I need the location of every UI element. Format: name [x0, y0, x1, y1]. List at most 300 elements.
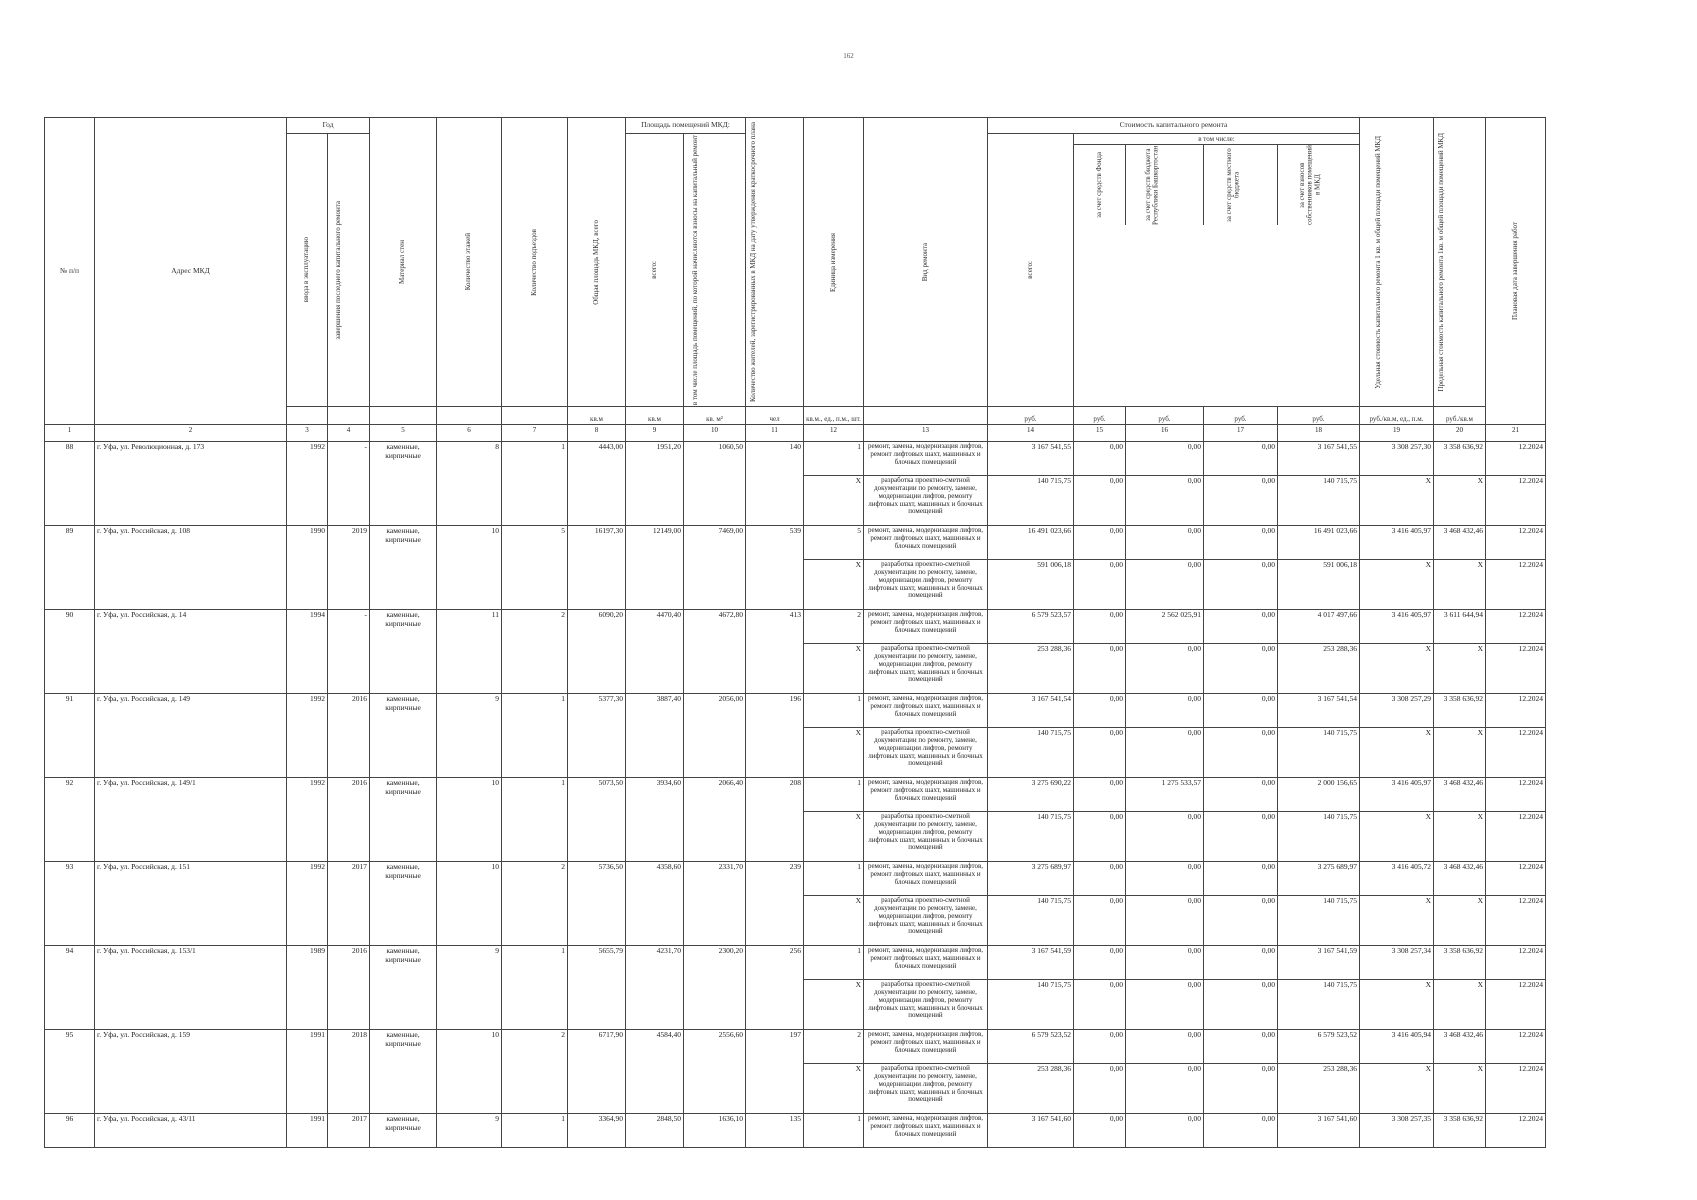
row-total-area: 6090,20: [568, 610, 626, 694]
row-total-area: 3364,90: [568, 1114, 626, 1148]
row-number: 92: [45, 778, 95, 862]
work-cost-owners: 591 006,18: [1278, 560, 1360, 610]
row-address: г. Уфа, ул. Российская, д. 43/11: [95, 1114, 287, 1148]
row-residents: 208: [746, 778, 804, 862]
row-total-area: 5377,30: [568, 694, 626, 778]
work-type: разработка проектно-сметной документации по ремонту, замене, модернизации лифтов, ремонту лифтовых шахт, машинных и блочных помещений: [864, 560, 988, 610]
unit-area-all: кв.м: [626, 407, 684, 425]
header-floors: Количество этажей: [437, 118, 502, 407]
row-floors: 8: [437, 442, 502, 526]
work-cost-local: 0,00: [1204, 1030, 1278, 1064]
work-cost-republic: 0,00: [1126, 476, 1204, 526]
work-cost-owners: 140 715,75: [1278, 896, 1360, 946]
table-row: [45, 610, 1546, 644]
unit-cost-total: руб.: [988, 407, 1074, 425]
work-deadline: 12.2024: [1486, 778, 1546, 812]
work-max-cost: X: [1434, 728, 1486, 778]
work-cost-republic: 0,00: [1126, 980, 1204, 1030]
work-cost-republic: 0,00: [1126, 644, 1204, 694]
row-floors: 11: [437, 610, 502, 694]
work-quantity: X: [804, 980, 864, 1030]
work-cost-fund: 0,00: [1074, 1064, 1126, 1114]
work-max-cost: 3 611 644,94: [1434, 610, 1486, 644]
unit-cost-fund: руб.: [1074, 407, 1126, 425]
work-cost-republic: 1 275 533,57: [1126, 778, 1204, 812]
row-residents: 413: [746, 610, 804, 694]
work-cost-owners: 3 167 541,60: [1278, 1114, 1360, 1148]
work-max-cost: X: [1434, 476, 1486, 526]
work-cost-total: 3 167 541,59: [988, 946, 1074, 980]
work-deadline: 12.2024: [1486, 1064, 1546, 1114]
row-address: г. Уфа, ул. Российская, д. 149/1: [95, 778, 287, 862]
row-area-residential: 1636,10: [684, 1114, 746, 1148]
row-entrances: 1: [502, 694, 568, 778]
row-residents: 140: [746, 442, 804, 526]
work-cost-total: 140 715,75: [988, 980, 1074, 1030]
work-cost-total: 140 715,75: [988, 476, 1074, 526]
unit-area-residential: кв. м²: [684, 407, 746, 425]
work-cost-local: 0,00: [1204, 896, 1278, 946]
unit-cost-owners: руб.: [1278, 407, 1360, 425]
work-cost-owners: 253 288,36: [1278, 1064, 1360, 1114]
work-type: разработка проектно-сметной документации по ремонту, замене, модернизации лифтов, ремонту лифтовых шахт, машинных и блочных помещений: [864, 644, 988, 694]
work-unit-cost: X: [1360, 980, 1434, 1030]
work-type: ремонт, замена, модернизация лифтов, ремонт лифтовых шахт, машинных и блочных помещений: [864, 610, 988, 644]
column-number: 9: [626, 425, 684, 442]
row-entrances: 1: [502, 778, 568, 862]
work-cost-local: 0,00: [1204, 442, 1278, 476]
work-cost-fund: 0,00: [1074, 1114, 1126, 1148]
work-cost-total: 3 275 690,22: [988, 778, 1074, 812]
work-unit-cost: X: [1360, 644, 1434, 694]
work-cost-total: 3 275 689,97: [988, 862, 1074, 896]
work-deadline: 12.2024: [1486, 526, 1546, 560]
column-number: 18: [1278, 425, 1360, 442]
work-max-cost: X: [1434, 560, 1486, 610]
work-quantity: X: [804, 644, 864, 694]
table-row: [45, 946, 1546, 980]
column-number: 19: [1360, 425, 1434, 442]
row-wall-material: каменные, кирпичные: [370, 610, 437, 694]
header-cost-republic: за счет средств бюджета Республики Башкортостан: [1126, 145, 1204, 225]
row-year-last-repair: 2016: [328, 694, 370, 778]
work-type: ремонт, замена, модернизация лифтов, ремонт лифтовых шахт, машинных и блочных помещений: [864, 1114, 988, 1148]
unit-residents: чел: [746, 407, 804, 425]
work-cost-owners: 140 715,75: [1278, 980, 1360, 1030]
row-entrances: 2: [502, 610, 568, 694]
work-cost-republic: 0,00: [1126, 728, 1204, 778]
work-type: разработка проектно-сметной документации по ремонту, замене, модернизации лифтов, ремонту лифтовых шахт, машинных и блочных помещений: [864, 980, 988, 1030]
column-number: 14: [988, 425, 1074, 442]
row-floors: 10: [437, 862, 502, 946]
row-number: 90: [45, 610, 95, 694]
work-cost-owners: 2 000 156,65: [1278, 778, 1360, 812]
work-unit-cost: X: [1360, 896, 1434, 946]
header-area-residential: в том числе площадь помещений, по которой начисляются взносы на капитальный ремонт: [684, 134, 746, 407]
work-unit-cost: 3 416 405,97: [1360, 778, 1434, 812]
work-max-cost: 3 358 636,92: [1434, 694, 1486, 728]
work-unit-cost: X: [1360, 812, 1434, 862]
header-cost-breakdown: [1074, 134, 1360, 407]
table-row: [45, 1114, 1546, 1148]
row-residents: 196: [746, 694, 804, 778]
row-year-commission: 1990: [287, 526, 328, 610]
unit-total-area: кв.м: [568, 407, 626, 425]
work-deadline: 12.2024: [1486, 728, 1546, 778]
row-address: г. Уфа, ул. Российская, д. 153/1: [95, 946, 287, 1030]
column-number: 17: [1204, 425, 1278, 442]
work-cost-fund: 0,00: [1074, 896, 1126, 946]
header-unit: Единица измерения: [804, 118, 864, 407]
work-type: ремонт, замена, модернизация лифтов, ремонт лифтовых шахт, машинных и блочных помещений: [864, 442, 988, 476]
work-max-cost: 3 358 636,92: [1434, 946, 1486, 980]
row-total-area: 5655,79: [568, 946, 626, 1030]
work-quantity: 1: [804, 946, 864, 980]
row-floors: 9: [437, 946, 502, 1030]
row-floors: 10: [437, 778, 502, 862]
work-deadline: 12.2024: [1486, 812, 1546, 862]
row-entrances: 1: [502, 1114, 568, 1148]
row-area-residential: 2556,60: [684, 1030, 746, 1114]
row-area-residential: 2056,00: [684, 694, 746, 778]
work-cost-total: 253 288,36: [988, 1064, 1074, 1114]
row-wall-material: каменные, кирпичные: [370, 862, 437, 946]
work-quantity: 1: [804, 694, 864, 728]
work-cost-total: 3 167 541,55: [988, 442, 1074, 476]
work-deadline: 12.2024: [1486, 476, 1546, 526]
row-wall-material: каменные, кирпичные: [370, 946, 437, 1030]
work-quantity: X: [804, 896, 864, 946]
work-cost-owners: 3 167 541,55: [1278, 442, 1360, 476]
work-unit-cost: 3 416 405,97: [1360, 610, 1434, 644]
row-residents: 135: [746, 1114, 804, 1148]
row-number: 91: [45, 694, 95, 778]
row-year-last-repair: -: [328, 442, 370, 526]
work-type: разработка проектно-сметной документации по ремонту, замене, модернизации лифтов, ремонту лифтовых шахт, машинных и блочных помещений: [864, 476, 988, 526]
row-address: г. Уфа, ул. Российская, д. 151: [95, 862, 287, 946]
work-unit-cost: X: [1360, 728, 1434, 778]
work-cost-local: 0,00: [1204, 980, 1278, 1030]
header-deadline: Плановая дата завершения работ: [1486, 118, 1546, 425]
work-type: ремонт, замена, модернизация лифтов, ремонт лифтовых шахт, машинных и блочных помещений: [864, 694, 988, 728]
work-cost-total: 140 715,75: [988, 812, 1074, 862]
row-area-residential: 2331,70: [684, 862, 746, 946]
work-cost-republic: 0,00: [1126, 1114, 1204, 1148]
work-cost-owners: 3 167 541,59: [1278, 946, 1360, 980]
work-type: ремонт, замена, модернизация лифтов, ремонт лифтовых шахт, машинных и блочных помещений: [864, 946, 988, 980]
row-area-all: 12149,00: [626, 526, 684, 610]
row-address: г. Уфа, ул. Российская, д. 108: [95, 526, 287, 610]
work-cost-owners: 4 017 497,66: [1278, 610, 1360, 644]
work-cost-fund: 0,00: [1074, 644, 1126, 694]
row-year-last-repair: 2017: [328, 862, 370, 946]
work-unit-cost: X: [1360, 476, 1434, 526]
header-year-group: Год: [287, 118, 370, 134]
header-max-cost: Предельная стоимость капитального ремонта 1кв. м общей площади помещений МКД: [1434, 118, 1486, 407]
column-number: 4: [328, 425, 370, 442]
work-quantity: 2: [804, 1030, 864, 1064]
row-area-residential: 2300,20: [684, 946, 746, 1030]
column-number: 12: [804, 425, 864, 442]
work-cost-fund: 0,00: [1074, 560, 1126, 610]
row-year-commission: 1992: [287, 862, 328, 946]
row-total-area: 4443,00: [568, 442, 626, 526]
work-deadline: 12.2024: [1486, 1114, 1546, 1148]
row-residents: 539: [746, 526, 804, 610]
work-type: разработка проектно-сметной документации по ремонту, замене, модернизации лифтов, ремонту лифтовых шахт, машинных и блочных помещений: [864, 812, 988, 862]
table-row: [45, 442, 1546, 476]
work-cost-total: 140 715,75: [988, 728, 1074, 778]
work-max-cost: X: [1434, 812, 1486, 862]
row-wall-material: каменные, кирпичные: [370, 1114, 437, 1148]
row-residents: 256: [746, 946, 804, 1030]
work-cost-total: 3 167 541,60: [988, 1114, 1074, 1148]
work-unit-cost: 3 308 257,35: [1360, 1114, 1434, 1148]
work-quantity: X: [804, 476, 864, 526]
work-unit-cost: X: [1360, 560, 1434, 610]
row-year-last-repair: 2016: [328, 946, 370, 1030]
work-cost-total: 16 491 023,66: [988, 526, 1074, 560]
work-cost-total: 6 579 523,52: [988, 1030, 1074, 1064]
work-quantity: X: [804, 560, 864, 610]
row-area-all: 2848,50: [626, 1114, 684, 1148]
work-cost-fund: 0,00: [1074, 778, 1126, 812]
work-max-cost: 3 468 432,46: [1434, 778, 1486, 812]
work-cost-fund: 0,00: [1074, 610, 1126, 644]
work-max-cost: 3 468 432,46: [1434, 1030, 1486, 1064]
table-body: [45, 442, 1546, 1148]
work-cost-total: 3 167 541,54: [988, 694, 1074, 728]
work-cost-owners: 3 275 689,97: [1278, 862, 1360, 896]
column-number: 7: [502, 425, 568, 442]
work-cost-local: 0,00: [1204, 526, 1278, 560]
work-max-cost: 3 358 636,92: [1434, 442, 1486, 476]
header-entrances: Количество подъездов: [502, 118, 568, 407]
work-max-cost: X: [1434, 980, 1486, 1030]
row-floors: 10: [437, 526, 502, 610]
work-cost-republic: 0,00: [1126, 526, 1204, 560]
work-deadline: 12.2024: [1486, 980, 1546, 1030]
work-quantity: 5: [804, 526, 864, 560]
row-area-residential: 4672,80: [684, 610, 746, 694]
header-year-last-repair: завершения последнего капитального ремонта: [328, 134, 370, 407]
work-quantity: 1: [804, 1114, 864, 1148]
row-wall-material: каменные, кирпичные: [370, 778, 437, 862]
table-row: [45, 526, 1546, 560]
header-num: № п/п: [45, 118, 95, 425]
row-wall-material: каменные, кирпичные: [370, 694, 437, 778]
work-deadline: 12.2024: [1486, 862, 1546, 896]
row-number: 96: [45, 1114, 95, 1148]
row-year-commission: 1992: [287, 694, 328, 778]
work-cost-fund: 0,00: [1074, 812, 1126, 862]
column-number: 16: [1126, 425, 1204, 442]
header-year-commission: ввода в эксплуатацию: [287, 134, 328, 407]
work-quantity: X: [804, 1064, 864, 1114]
work-cost-local: 0,00: [1204, 778, 1278, 812]
work-type: ремонт, замена, модернизация лифтов, ремонт лифтовых шахт, машинных и блочных помещений: [864, 862, 988, 896]
work-cost-fund: 0,00: [1074, 694, 1126, 728]
column-numbers-row: [45, 425, 1546, 442]
header-wall-material: Материал стен: [370, 118, 437, 407]
work-max-cost: X: [1434, 1064, 1486, 1114]
work-deadline: 12.2024: [1486, 610, 1546, 644]
header-unit-cost: Удельная стоимость капитального ремонта 1 кв. м общей площади помещений МКД: [1360, 118, 1434, 407]
work-type: разработка проектно-сметной документации по ремонту, замене, модернизации лифтов, ремонту лифтовых шахт, машинных и блочных помещений: [864, 896, 988, 946]
work-cost-total: 591 006,18: [988, 560, 1074, 610]
table-row: [45, 778, 1546, 812]
column-number: 1: [45, 425, 95, 442]
table-header: [45, 118, 1546, 442]
column-number: 10: [684, 425, 746, 442]
work-unit-cost: X: [1360, 1064, 1434, 1114]
row-number: 94: [45, 946, 95, 1030]
header-total-area: Общая площадь МКД, всего: [568, 118, 626, 407]
work-unit-cost: 3 416 405,97: [1360, 526, 1434, 560]
row-wall-material: каменные, кирпичные: [370, 526, 437, 610]
row-address: г. Уфа, ул. Российская, д. 14: [95, 610, 287, 694]
row-year-commission: 1991: [287, 1030, 328, 1114]
column-number: 15: [1074, 425, 1126, 442]
work-cost-fund: 0,00: [1074, 728, 1126, 778]
row-area-all: 4231,70: [626, 946, 684, 1030]
table-row: [45, 862, 1546, 896]
header-repair-type: Вид ремонта: [864, 118, 988, 407]
work-cost-local: 0,00: [1204, 610, 1278, 644]
work-cost-local: 0,00: [1204, 644, 1278, 694]
work-unit-cost: 3 416 405,72: [1360, 862, 1434, 896]
header-cost-fund: за счет средств Фонда: [1074, 145, 1126, 225]
work-deadline: 12.2024: [1486, 442, 1546, 476]
column-number: 8: [568, 425, 626, 442]
header-area-all: всего:: [626, 134, 684, 407]
row-number: 93: [45, 862, 95, 946]
row-entrances: 5: [502, 526, 568, 610]
row-area-all: 1951,20: [626, 442, 684, 526]
work-cost-fund: 0,00: [1074, 476, 1126, 526]
row-address: г. Уфа, ул. Российская, д. 149: [95, 694, 287, 778]
row-floors: 9: [437, 694, 502, 778]
work-cost-fund: 0,00: [1074, 1030, 1126, 1064]
unit-measure: кв.м., ед., п.м., шт.: [804, 407, 864, 425]
header-cost-owners: за счет взносов собственников помещений в МКД: [1297, 145, 1321, 226]
work-quantity: 2: [804, 610, 864, 644]
row-wall-material: каменные, кирпичные: [370, 1030, 437, 1114]
row-year-commission: 1989: [287, 946, 328, 1030]
header-incl: в том числе:: [1074, 134, 1359, 145]
work-cost-local: 0,00: [1204, 728, 1278, 778]
row-area-residential: 2066,40: [684, 778, 746, 862]
work-deadline: 12.2024: [1486, 644, 1546, 694]
work-unit-cost: 3 308 257,30: [1360, 442, 1434, 476]
row-area-all: 4358,60: [626, 862, 684, 946]
work-cost-republic: 2 562 025,91: [1126, 610, 1204, 644]
work-type: ремонт, замена, модернизация лифтов, ремонт лифтовых шахт, машинных и блочных помещений: [864, 1030, 988, 1064]
work-cost-republic: 0,00: [1126, 896, 1204, 946]
work-max-cost: X: [1434, 896, 1486, 946]
work-cost-fund: 0,00: [1074, 526, 1126, 560]
work-cost-local: 0,00: [1204, 946, 1278, 980]
work-cost-republic: 0,00: [1126, 442, 1204, 476]
header-residents: Количество жителей, зарегистрированных в МКД на дату утверждения краткосрочного плана: [746, 118, 804, 407]
column-number: 5: [370, 425, 437, 442]
work-cost-total: 140 715,75: [988, 896, 1074, 946]
row-year-last-repair: 2017: [328, 1114, 370, 1148]
work-quantity: 1: [804, 442, 864, 476]
row-total-area: 5736,50: [568, 862, 626, 946]
header-area-group: Площадь помещений МКД:: [626, 118, 746, 134]
row-year-last-repair: 2019: [328, 526, 370, 610]
work-cost-republic: 0,00: [1126, 694, 1204, 728]
work-cost-fund: 0,00: [1074, 862, 1126, 896]
work-cost-local: 0,00: [1204, 560, 1278, 610]
work-deadline: 12.2024: [1486, 1030, 1546, 1064]
work-max-cost: 3 468 432,46: [1434, 526, 1486, 560]
work-cost-fund: 0,00: [1074, 946, 1126, 980]
work-cost-owners: 140 715,75: [1278, 812, 1360, 862]
column-number: 21: [1486, 425, 1546, 442]
work-quantity: X: [804, 812, 864, 862]
work-type: разработка проектно-сметной документации по ремонту, замене, модернизации лифтов, ремонту лифтовых шахт, машинных и блочных помещений: [864, 1064, 988, 1114]
work-cost-total: 6 579 523,57: [988, 610, 1074, 644]
row-entrances: 1: [502, 946, 568, 1030]
header-cost-total: всего:: [988, 134, 1074, 407]
row-total-area: 16197,30: [568, 526, 626, 610]
table-row: [45, 1030, 1546, 1064]
work-cost-owners: 6 579 523,52: [1278, 1030, 1360, 1064]
row-year-commission: 1992: [287, 778, 328, 862]
work-type: ремонт, замена, модернизация лифтов, ремонт лифтовых шахт, машинных и блочных помещений: [864, 778, 988, 812]
unit-cost-local: руб.: [1204, 407, 1278, 425]
work-max-cost: 3 358 636,92: [1434, 1114, 1486, 1148]
work-cost-fund: 0,00: [1074, 442, 1126, 476]
work-cost-local: 0,00: [1204, 862, 1278, 896]
row-area-all: 3934,60: [626, 778, 684, 862]
work-unit-cost: 3 308 257,34: [1360, 946, 1434, 980]
row-entrances: 2: [502, 1030, 568, 1114]
work-cost-republic: 0,00: [1126, 1064, 1204, 1114]
work-cost-local: 0,00: [1204, 694, 1278, 728]
row-area-all: 4584,40: [626, 1030, 684, 1114]
row-total-area: 5073,50: [568, 778, 626, 862]
work-cost-owners: 16 491 023,66: [1278, 526, 1360, 560]
work-quantity: X: [804, 728, 864, 778]
work-cost-republic: 0,00: [1126, 946, 1204, 980]
work-quantity: 1: [804, 862, 864, 896]
row-area-all: 4470,40: [626, 610, 684, 694]
capital-repair-table: [44, 117, 1546, 1148]
row-floors: 10: [437, 1030, 502, 1114]
work-cost-owners: 140 715,75: [1278, 728, 1360, 778]
unit-max-cost: руб./кв.м: [1434, 407, 1486, 425]
row-area-residential: 7469,00: [684, 526, 746, 610]
work-unit-cost: 3 308 257,29: [1360, 694, 1434, 728]
header-cost-group: Стоимость капитального ремонта: [988, 118, 1360, 134]
row-residents: 239: [746, 862, 804, 946]
work-cost-owners: 140 715,75: [1278, 476, 1360, 526]
work-max-cost: X: [1434, 644, 1486, 694]
page-number: 162: [843, 52, 854, 60]
work-cost-republic: 0,00: [1126, 812, 1204, 862]
row-floors: 9: [437, 1114, 502, 1148]
row-total-area: 6717,90: [568, 1030, 626, 1114]
row-year-commission: 1991: [287, 1114, 328, 1148]
work-cost-republic: 0,00: [1126, 1030, 1204, 1064]
column-number: 6: [437, 425, 502, 442]
work-unit-cost: 3 416 405,94: [1360, 1030, 1434, 1064]
work-cost-local: 0,00: [1204, 812, 1278, 862]
row-address: г. Уфа, ул. Российская, д. 159: [95, 1030, 287, 1114]
